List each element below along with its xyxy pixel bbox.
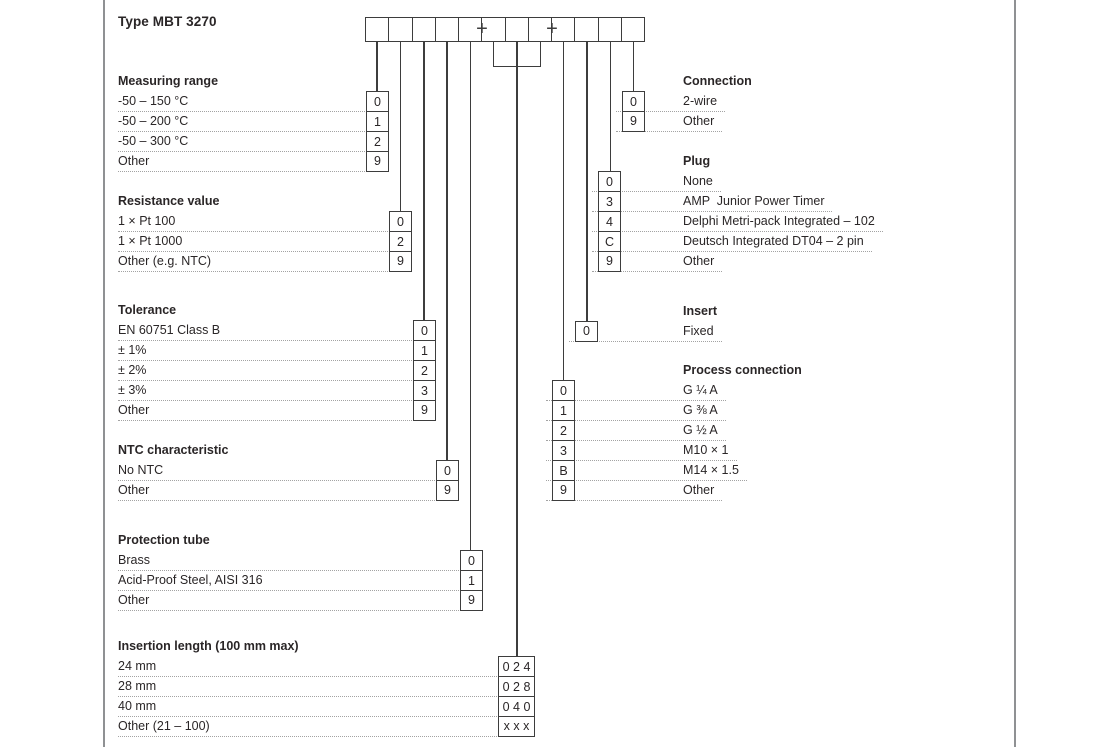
plus-separator: + [476, 17, 488, 40]
code-box: 9 [397, 254, 404, 269]
code-box: xxx [503, 719, 533, 734]
option-label: G ½ A [683, 423, 718, 437]
section-header: Insert [683, 304, 718, 318]
code-box-column [389, 211, 412, 272]
option-label: None [683, 174, 713, 188]
code-box: 2 [367, 132, 388, 152]
option-label: Fixed [683, 324, 714, 338]
code-box: 0 [367, 92, 388, 112]
connector-tolerance [423, 42, 425, 321]
option-row [118, 152, 389, 172]
connector-protection-tube [470, 42, 472, 551]
section-header: Insertion length (100 mm max) [118, 639, 299, 653]
code-box: 9 [444, 483, 451, 498]
code-box: 1 [414, 341, 435, 361]
code-box: 9 [468, 593, 475, 608]
section-header: Plug [683, 154, 711, 168]
option-label: G ¼ A [683, 383, 718, 397]
page-title: Type MBT 3270 [118, 14, 217, 29]
code-cell [599, 18, 622, 41]
option-label: -50 – 300 °C [118, 134, 189, 148]
code-box: 040 [499, 697, 534, 717]
code-box: 028 [499, 677, 534, 697]
code-cell [366, 18, 389, 41]
code-cell [506, 18, 529, 41]
section-header: NTC characteristic [118, 443, 229, 457]
plus-separator: + [546, 17, 558, 40]
connector-plug [610, 42, 612, 172]
option-label: 28 mm [118, 679, 157, 693]
section-header: Tolerance [118, 303, 177, 317]
section-header: Process connection [683, 363, 802, 377]
option-label: Other [683, 114, 715, 128]
connector-resistance-value [400, 42, 402, 212]
option-label: Deutsch Integrated DT04 – 2 pin [683, 234, 864, 248]
option-label: ± 3% [118, 383, 147, 397]
option-row [118, 571, 483, 591]
option-label: 24 mm [118, 659, 157, 673]
option-row [118, 381, 436, 401]
section-insertion-length [118, 639, 535, 737]
option-label: Delphi Metri-pack Integrated – 102 [683, 214, 875, 228]
code-box: 0 [623, 92, 644, 112]
code-box-column [598, 171, 621, 272]
option-label: ± 1% [118, 343, 147, 357]
code-box-column [498, 656, 535, 737]
code-box: 0 [390, 212, 411, 232]
code-box: 0 [437, 461, 458, 481]
option-label: -50 – 150 °C [118, 94, 189, 108]
option-row [592, 212, 883, 232]
option-row [118, 112, 389, 132]
code-box: 0 [583, 324, 590, 339]
option-row [118, 481, 459, 501]
option-row [118, 361, 436, 381]
code-box: 1 [461, 571, 482, 591]
code-box-column [436, 460, 459, 501]
option-row [118, 401, 436, 421]
code-box: 0 [461, 551, 482, 571]
code-box: 3 [553, 441, 574, 461]
option-row [118, 341, 436, 361]
option-row [118, 252, 412, 272]
section-measuring-range [118, 74, 389, 172]
option-label: Other (21 – 100) [118, 719, 210, 733]
section-header: Measuring range [118, 74, 219, 88]
code-cell [389, 18, 412, 41]
option-label: 2-wire [683, 94, 718, 108]
option-row [118, 232, 412, 252]
code-box: 9 [374, 154, 381, 169]
section-insert [569, 304, 722, 342]
code-box: 4 [599, 212, 620, 232]
section-header: Resistance value [118, 194, 220, 208]
code-box: 3 [599, 192, 620, 212]
code-box: 9 [421, 403, 428, 418]
page-left-border [103, 0, 105, 747]
code-box-column [575, 321, 598, 342]
code-box: C [599, 232, 620, 252]
option-label: No NTC [118, 463, 164, 477]
code-box: 2 [553, 421, 574, 441]
code-box: B [553, 461, 574, 481]
option-row [592, 192, 832, 212]
option-label: Other (e.g. NTC) [118, 254, 212, 268]
option-label: Acid-Proof Steel, AISI 316 [118, 573, 263, 587]
option-row [118, 132, 389, 152]
type-code-row [365, 17, 645, 42]
option-label: -50 – 200 °C [118, 114, 189, 128]
option-row [118, 677, 535, 697]
option-row [546, 461, 747, 481]
option-row [118, 212, 412, 232]
code-box-column [460, 550, 483, 611]
code-box: 9 [630, 114, 637, 129]
code-box: 2 [414, 361, 435, 381]
code-box: 1 [367, 112, 388, 132]
option-label: ± 2% [118, 363, 147, 377]
option-row [118, 717, 535, 737]
code-box: 3 [414, 381, 435, 401]
section-connection [616, 74, 752, 132]
option-label: Other [118, 593, 150, 607]
option-label: 40 mm [118, 699, 157, 713]
page-right-border [1014, 0, 1016, 747]
code-box: 2 [390, 232, 411, 252]
section-header: Connection [683, 74, 752, 88]
code-box: 9 [560, 483, 567, 498]
option-label: 1 × Pt 100 [118, 214, 176, 228]
section-header: Protection tube [118, 533, 210, 547]
connector-process-connection [563, 42, 565, 381]
option-row [118, 697, 535, 717]
option-row [592, 232, 872, 252]
option-row [118, 551, 483, 571]
option-label: G ⅜ A [683, 403, 718, 417]
code-box: 0 [553, 381, 574, 401]
option-row [118, 591, 483, 611]
connector-ntc-characteristic [446, 42, 448, 461]
option-label: Other [118, 403, 150, 417]
option-label: Other [118, 483, 150, 497]
code-cell [622, 18, 644, 41]
connector-insertion-bracket [493, 66, 542, 68]
section-process-connection [546, 363, 802, 501]
option-label: Other [683, 483, 715, 497]
option-row [118, 321, 436, 341]
connector-insert [586, 42, 588, 322]
option-label: 1 × Pt 1000 [118, 234, 183, 248]
code-box: 024 [499, 657, 534, 677]
connector-insertion-left [493, 42, 495, 67]
section-protection-tube [118, 533, 483, 611]
option-label: Other [118, 154, 150, 168]
section-plug [592, 154, 883, 272]
code-box: 1 [553, 401, 574, 421]
option-row [118, 92, 389, 112]
section-resistance-value [118, 194, 412, 272]
option-label: M14 × 1.5 [683, 463, 739, 477]
connector-insertion-right [540, 42, 542, 67]
option-row [118, 461, 459, 481]
option-label: Other [683, 254, 715, 268]
section-tolerance [118, 303, 436, 421]
option-label: AMP Junior Power Timer [683, 194, 825, 208]
option-label: EN 60751 Class B [118, 323, 221, 337]
code-box-column [366, 91, 389, 172]
code-box-column [622, 91, 645, 132]
connector-insertion-length [516, 42, 518, 657]
code-box: 0 [414, 321, 435, 341]
code-cell [436, 18, 459, 41]
option-row [118, 657, 535, 677]
section-ntc-characteristic [118, 443, 459, 501]
code-cell [413, 18, 436, 41]
code-cell [575, 18, 598, 41]
option-label: M10 × 1 [683, 443, 729, 457]
code-box-column [413, 320, 436, 421]
code-box-column [552, 380, 575, 501]
option-label: Brass [118, 553, 150, 567]
code-box: 9 [606, 254, 613, 269]
code-box: 0 [599, 172, 620, 192]
